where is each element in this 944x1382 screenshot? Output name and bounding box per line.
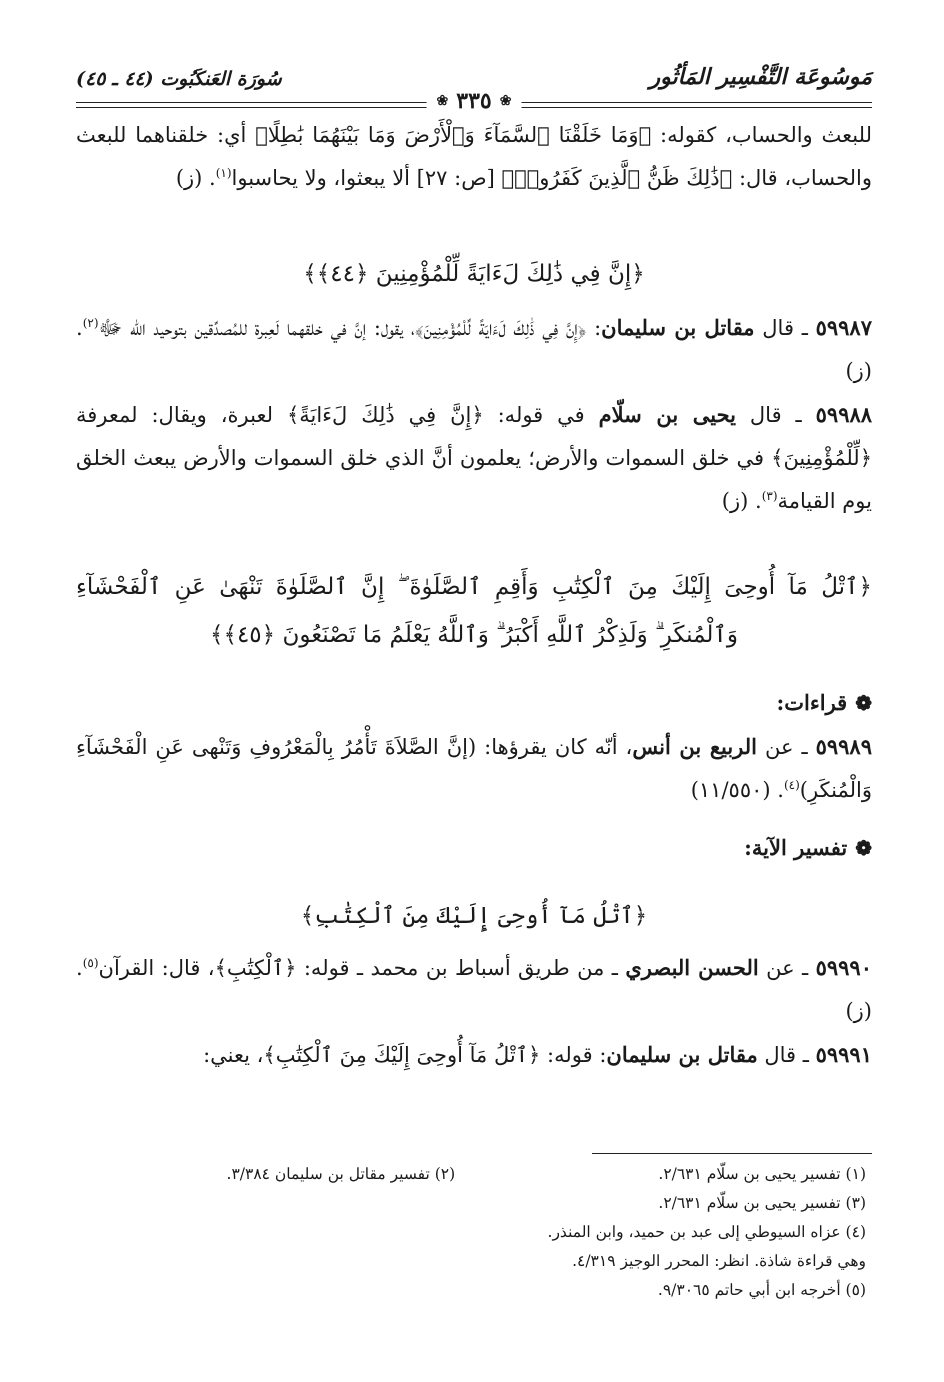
text: لعبرة، ويقال: لمعرفة [76,403,287,427]
verse-45: ﴿ٱتْلُ مَآ أُوحِىَ إِلَيْكَ مِنَ ٱلْكِتَٰبِ وَأَقِمِ ٱلصَّلَوٰةَ ۖ إِنَّ ٱلصَّلَوٰةَ تَنْهَىٰ عَنِ ٱلْفَحْشَآءِ وَٱلْمُنكَرِ ۗ وَلَذِكْرُ ٱللَّهِ أَكْبَرُ ۗ وَٱللَّهُ يَعْلَمُ مَا تَصْنَعُونَ ﴿٤٥﴾﴾ [76,574,872,648]
entry-59988 [76,393,872,523]
entry-59989 [76,725,872,812]
page-header [76,58,872,114]
footnote-4: (٤) عزاه السيوطي إلى عبد بن حميد، وابن المنذر. [547,1223,866,1241]
narrator-name: يحيى بن سلّام [598,402,736,427]
flower-icon: ❁ [855,691,872,715]
text: [ص: ٢٧] ألا يبعثوا، ولا يحاسبوا [231,166,502,190]
page-number: ٣٣٥ [456,88,492,114]
text: ـ عن [757,735,816,759]
footnote-2: (٢) تفسير مقاتل بن سليمان ٣/٣٨٤. [226,1165,456,1183]
entry-59991 [76,1033,872,1077]
entry-number: ٥٩٩٨٩ [815,734,872,759]
entry-59987 [76,306,872,393]
footnote-5: (٥) أخرجه ابن أبي حاتم ٩/٣٠٦٥. [657,1281,866,1299]
page-body [76,114,872,1077]
text: . (١١/٥٥٠) [690,778,784,802]
narrator-name: الحسن البصري [625,955,759,980]
flower-icon: ❁ [855,836,872,860]
entry-number: ٥٩٩٨٨ [815,402,873,427]
entry-number: ٥٩٩٨٧ [815,315,872,340]
quran-quote: ﴿ذَٰلِكَ ظَنُّ ٱلَّذِينَ كَفَرُوا۟﴾ [501,166,733,190]
footnote-1: (١) تفسير يحيى بن سلّام ٢/٦٣١. [658,1165,866,1183]
surah-title: سُورَة العَنكَبُوت (٤٤ ـ ٤٥) [76,68,282,90]
quran-quote: ﴿وَمَا خَلَقْنَا ٱلسَّمَآءَ وَٱلْأَرْضَ وَمَا بَيْنَهُمَا بَٰطِلًا﴾ [255,123,652,147]
quran-quote: ﴿إِنَّ فِي ذَٰلِكَ لَءَايَةً﴾ [286,403,484,427]
text: ـ من طريق أسباط بن محمد ـ قوله: [296,956,626,980]
ornament-icon: ❀ [499,93,512,109]
footnote-ref[interactable]: (١) [215,166,232,180]
text: ـ قال [754,316,816,340]
text: ـ قال [735,403,816,427]
entry-number: ٥٩٩٩٠ [815,955,872,980]
section-heading-qiraat [76,681,872,725]
footnote-ref[interactable]: (٢) [82,316,99,330]
footnote-ref[interactable]: (٣) [761,489,778,503]
footnote-4-continued: وهي قراءة شاذة. انظر: المحرر الوجيز ٤/٣١٩. [572,1252,866,1270]
narrator-name: مقاتل بن سليمان [601,315,755,340]
text: ، قال: القرآن [98,956,215,980]
entry-number: ٥٩٩٩١ [815,1042,872,1067]
quran-quote: ﴿لِّلْمُؤْمِنِينَ﴾ [771,446,872,470]
footnote-ref[interactable]: (٤) [783,778,800,792]
paragraph-top [76,114,872,200]
narrator-name: الربيع بن أنس [632,734,757,759]
text: ، أنّه كان يقرؤها: (إنَّ الصَّلاَةَ تَأْمُرُ بِالْمَعْرُوفِ وَتَنْهى عَنِ الْفَحْشَآءِ وَالْمُنكَرِ) [76,735,872,802]
verse-45-part: ﴿ٱتْلُ مَآ أُوحِىَ إِلَيْكَ مِنَ ٱلْكِتَٰبِ﴾ [300,903,648,929]
text: . (ز) [76,316,872,383]
verse-44: ﴿إِنَّ فِي ذَٰلِكَ لَءَايَةً لِّلْمُؤْمِنِينَ ﴿٤٤﴾﴾ [303,261,645,287]
text: في قوله: [483,403,599,427]
text: في خلق السموات والأرض؛ يعلمون أنَّ الذي خلق السموات والأرض يبعث الخلق يوم القيامة [76,446,872,513]
section-label: تفسير الآية: [744,835,848,860]
text: . (ز) [76,956,872,1023]
narrator-name: مقاتل بن سليمان [606,1042,758,1067]
footnote-rule [592,1153,872,1154]
text: : قوله: [540,1043,607,1067]
text: ـ قال [757,1043,816,1067]
footnotes [76,1160,866,1305]
quran-quote: ﴿ٱتْلُ مَآ أُوحِىَ إِلَيْكَ مِنَ ٱلْكِتَٰبِ﴾ [263,1043,541,1067]
text: . (ز) [175,166,216,190]
section-heading-tafsir [76,826,872,870]
text: . (ز) [721,489,762,513]
text: ، يعني: [203,1043,264,1067]
section-label: قراءات: [776,690,848,715]
text: : [586,316,602,340]
footnote-3: (٣) تفسير يحيى بن سلّام ٢/٦٣١. [658,1194,866,1212]
ornament-icon: ❀ [436,93,449,109]
text: أي: خلقناهما للبعث والحساب، قال: [76,123,872,190]
text: ـ عن [758,956,816,980]
text: للبعث والحساب، كقوله: [651,123,872,147]
quran-quote: ﴿ٱلْكِتَٰبِ﴾ [214,956,297,980]
page-number-box [427,88,522,114]
book-title: مَوسُوعَة التَّفْسِير المَأثُور [649,64,872,90]
footnote-ref[interactable]: (٥) [82,956,99,970]
entry-59990 [76,946,872,1033]
text: ، يقول: إنَّ في خلقهما لَعِبرة للمُصدِّقين بتوحيد الله ﷻ [98,316,415,340]
quran-quote: ﴿إِنَّ فِي ذَٰلِكَ لَءَايَةً لِّلْمُؤْمِنِينَ﴾ [414,316,587,340]
